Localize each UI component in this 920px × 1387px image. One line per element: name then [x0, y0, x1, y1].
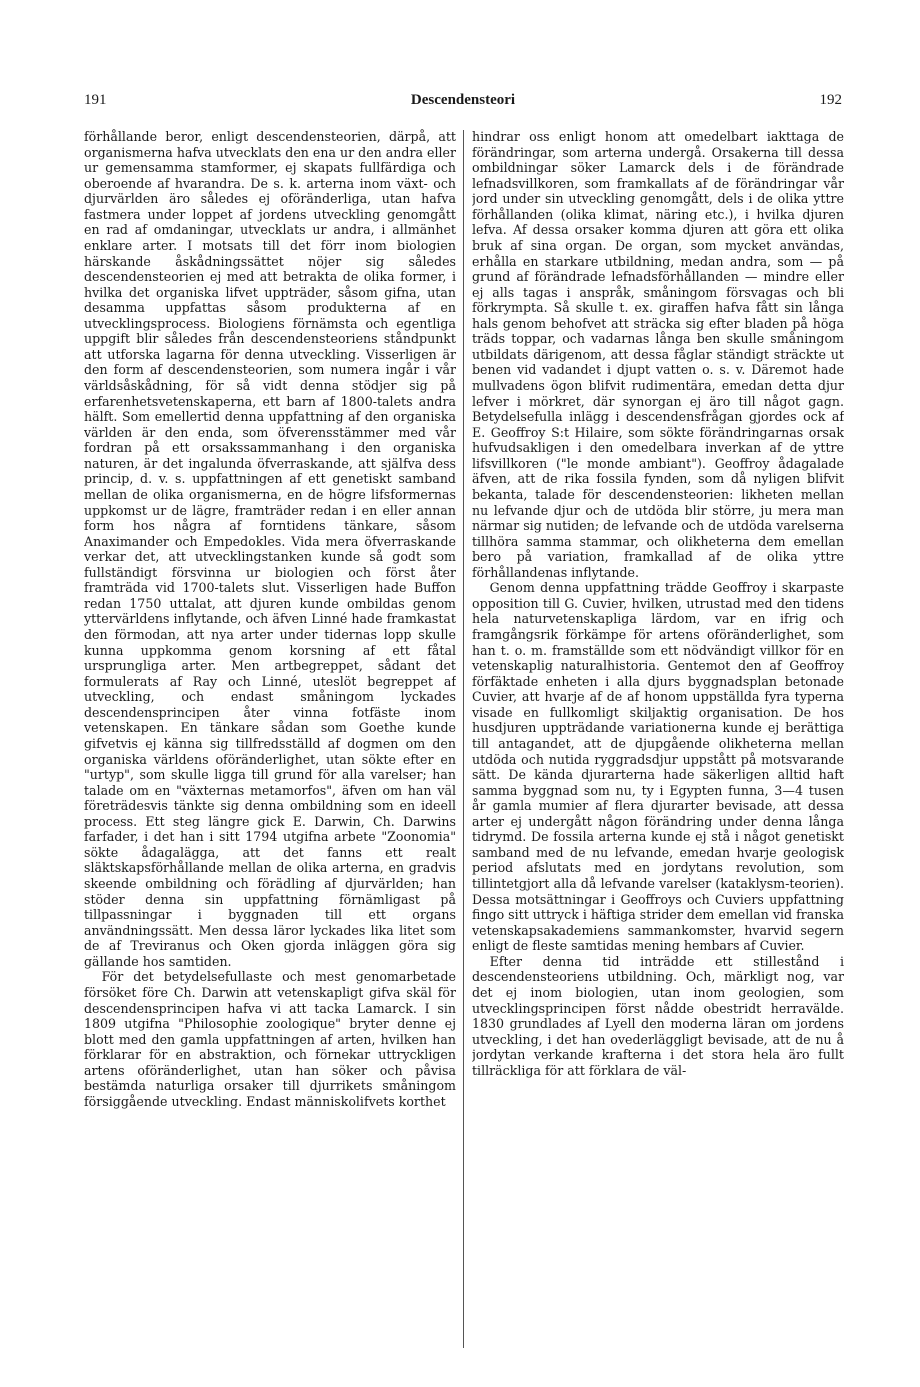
right-text-column: [472, 129, 844, 1351]
left-text-column: [84, 129, 456, 1351]
paragraph: För det betydelsefullaste och mest genomarbetade försöket före Ch. Darwin att vetenskapligt gifva skäl för descendensprincipen hafva vi att tacka Lamarck. I sin 1809 utgifna "Philosophie zoologique" bryter denne ej blott med den gamla uppfattningen af arten, hvilken han förklarar för en abstraktion, och förnekar uttryckligen artens oföränderlighet, utan han söker och påvisa bestämda naturliga orsaker till djurrikets småningom försiggående utveckling. Endast människolifvets korthet: [84, 969, 456, 1109]
running-title: Descendensteori: [410, 92, 516, 108]
paragraph: Genom denna uppfattning trädde Geoffroy i skarpaste opposition till G. Cuvier, hvilken, utrustad med den tidens hela naturvetenskapliga lärdom, var en ifrig och framgångsrik förkämpe för artens oföränderlighet, som han t. o. m. framställde som ett nödvändigt villkor för en vetenskaplig naturalhistoria. Gentemot den af Geoffroy förfäktade enheten i alla djurs byggnadsplan betonade Cuvier, att hvarje af de af honom uppställda fyra typerna visade en fullkomligt skiljaktig organisation. De hos husdjuren uppträdande variationerna kunde ej berättiga till antagandet, att de djupgående olikheterna mellan utdöda och nutida ryggradsdjur uppstått på motsvarande sätt. De kända djurarterna hade säkerligen alltid haft samma byggnad som nu, ty i Egypten funna, 3—4 tusen år gamla mumier af flera djurarter bevisade, att dessa arter ej undergått någon förändring under denna långa tidrymd. De fossila arterna kunde ej stå i något genetiskt samband med de nu lefvande, emedan hvarje geologisk period afslutats med en jordytans revolution, som tillintetgjort alla då lefvande varelser (kataklysm-teorien). Dessa motsättningar i Geoffroys och Cuviers uppfattning fingo sitt uttryck i häftiga strider dem emellan vid franska vetenskapsakademiens sammankomster, hvarvid segern enligt de fleste samtidas mening hembars af Cuvier.: [472, 580, 844, 954]
running-header: [84, 92, 842, 116]
paragraph: hindrar oss enligt honom att omedelbart iakttaga de förändringar, som arterna undergå. Orsakerna till dessa ombildningar söker Lamarck dels i de förändrade lefnadsvillkoren, som framkallats af de förändringar vår jord under sin utveckling genomgått, dels i de olika yttre förhållanden (olika klimat, näring etc.), i hvilka djuren lefva. Af dessa orsaker komma djuren att göra ett olika bruk af sina organ. De organ, som mycket användas, erhålla en starkare utbildning, medan andra, som — på grund af förändrade lefnadsförhållanden — mindre eller ej alls tagas i anspråk, småningom försvagas och bli förkrympta. Så skulle t. ex. giraffen hafva fått sin långa hals genom behofvet att sträcka sig efter bladen på höga träds toppar, och vadarnas långa ben skulle småningom utbildats därigenom, att dessa fåglar ständigt sträckte ut benen vid vadandet i djupt vatten o. s. v. Däremot hade mullvadens ögon blifvit rudimentära, emedan detta djur lefver i mörkret, där synorgan ej äro till något gagn. Betydelsefulla inlägg i descendensfrågan gjordes ock af E. Geoffroy S:t Hilaire, som sökte förändringarnas orsak hufvudsakligen i den omedelbara inverkan af de yttre lifsvillkoren ("le monde ambiant"). Geoffroy ådagalade äfven, att de rika fossila fynden, som då nyligen blifvit bekanta, talade för descendensteorien: likheten mellan nu lefvande djur och de utdöda blir större, ju mera man närmar sig nutiden; de lefvande och de utdöda varelserna tillhöra samma stammar, och olikheterna dem emellan bero på variation, framkallad af de olika yttre förhållandenas inflytande.: [472, 129, 844, 580]
page-number-left: 191: [84, 92, 107, 108]
column-divider: [463, 130, 464, 1348]
paragraph: förhållande beror, enligt descendensteorien, därpå, att organismerna hafva utvecklats den ena ur den andra eller ur gemensamma stamformer, ej skapats fullfärdiga och oberoende af hvarandra. De s. k. arterna inom växt- och djurvärlden äro således ej oföränderliga, utan hafva fastmera under loppet af jordens utveckling genomgått en rad af omdaningar, utvecklats ur andra, i allmänhet enklare arter. I motsats till det förr inom biologien härskande åskådningssättet nöjer sig således descendensteorien ej med att betrakta de olika former, i hvilka det organiska lifvet uppträder, såsom gifna, utan desamma uppfattas såsom produkterna af en utvecklingsprocess. Biologiens förnämsta och egentliga uppgift blir således från descendensteoriens ståndpunkt att utforska lagarna för denna utveckling. Visserligen är den form af descendensteorien, som numera ingår i vår världsåskådning, för så vidt denna stödjer sig på erfarenhetsvetenskaperna, ett barn af 1800-talets andra hälft. Som emellertid denna uppfattning af den organiska världen är den enda, som öfverensstämmer med vår fordran på ett orsakssammanhang i den organiska naturen, är det ingalunda öfverraskande, att själfva dess princip, d. v. s. uppfattningen af ett genetiskt samband mellan de olika organismerna, en de högre lifsformernas uppkomst ur de lägre, framträder redan i en eller annan form hos några af forntidens tänkare, såsom Anaximander och Empedokles. Vida mera öfverraskande verkar det, att utvecklingstanken kunde så godt som fullständigt försvinna ur biologien och först åter framträda vid 1700-talets slut. Visserligen hade Buffon redan 1750 uttalat, att djuren kunde ombildas genom yttervärldens inflytande, och äfven Linné hade framkastat den förmodan, att nya arter under tidernas lopp skulle kunna uppkomma genom korsning af ett fåtal ursprungliga arter. Men artbegreppet, sådant det formulerats af Ray och Linné, uteslöt begreppet af utveckling, och endast småningom lyckades descendensprincipen åter vinna fotfäste inom vetenskapen. En tänkare sådan som Goethe kunde gifvetvis ej känna sig tillfredsställd af dogmen om den organiska världens oföränderlighet, utan sökte efter en "urtyp", som skulle ligga till grund för alla varelser; han talade om en "växternas metamorfos", äfven om han väl företrädesvis tänkte sig denna ombildning som en ideell process. Ett steg längre gick E. Darwin, Ch. Darwins farfader, i det han i sitt 1794 utgifna arbete "Zoonomia" sökte ådagalägga, att det fanns ett realt släktskapsförhållande mellan de olika arterna, en gradvis skeende ombildning och förädling af djurvärlden; han stöder denna sin uppfattning förnämligast på tillpassningar i byggnaden till ett organs användningssätt. Men dessa läror lyckades lika litet som de af Treviranus och Oken gjorda inläggen göra sig gällande hos samtiden.: [84, 129, 456, 969]
page-number-right: 192: [819, 92, 842, 108]
paragraph: Efter denna tid inträdde ett stillestånd i descendensteoriens utbildning. Och, märkligt nog, var det ej inom biologien, utan inom geologien, som utvecklingsprincipen först nådde obestridt herravälde. 1830 grundlades af Lyell den moderna läran om jordens utveckling, i det han ovederläggligt bevisade, att de nu å jordytan verkande krafterna i det stora hela äro fullt tillräckliga för att förklara de väl-: [472, 953, 844, 1078]
